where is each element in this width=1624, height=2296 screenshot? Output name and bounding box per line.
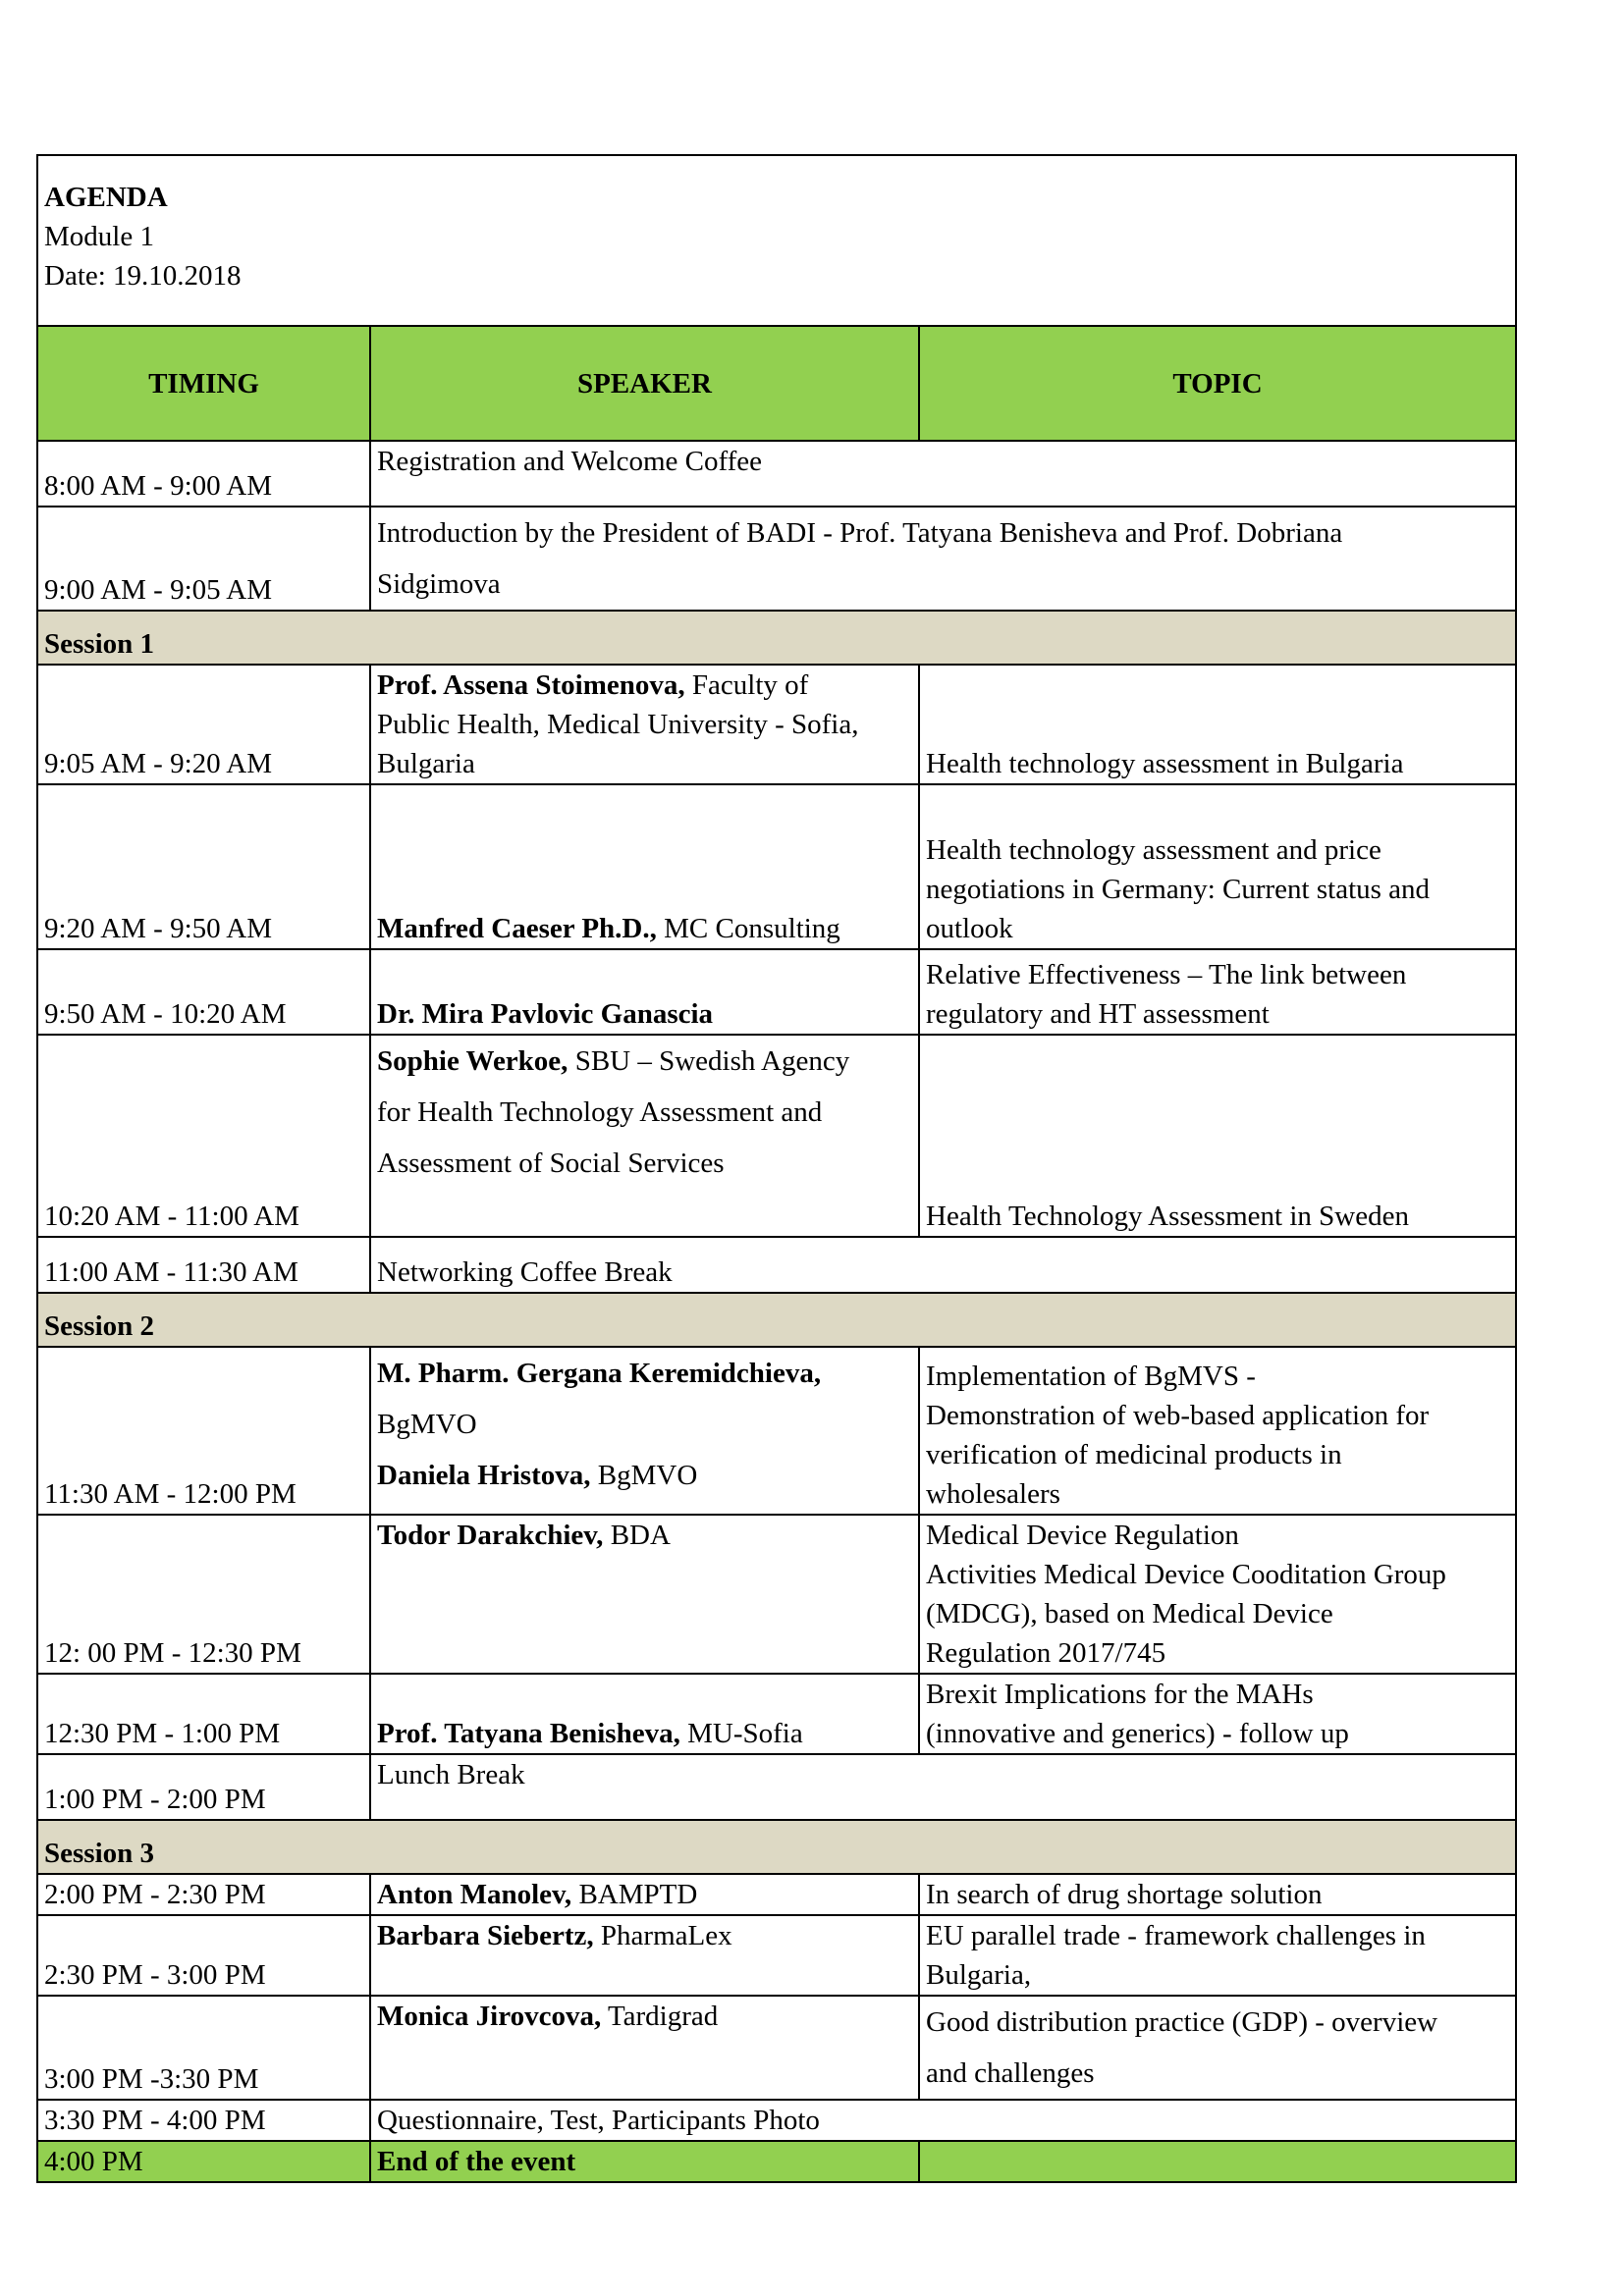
agenda-header-row (37, 155, 1516, 326)
row-time: 10:20 AM - 11:00 AM (37, 1035, 370, 1237)
topic-line: Bulgaria, (926, 1959, 1032, 1991)
topic-line: verification of medicinal products in (926, 1439, 1342, 1470)
col-header-timing: TIMING (37, 326, 370, 441)
agenda-header (37, 155, 1516, 326)
table-row (37, 1915, 1516, 1996)
row-time: 12:30 PM - 1:00 PM (37, 1674, 370, 1754)
activity-line: Introduction by the President of BADI - Prof. Tatyana Benisheva and Prof. Dobriana (377, 517, 1343, 549)
row-time: 11:30 AM - 12:00 PM (37, 1347, 370, 1515)
table-row (37, 1754, 1516, 1820)
row-topic-empty (919, 2141, 1516, 2182)
row-time: 9:05 AM - 9:20 AM (37, 665, 370, 784)
activity-line: Sidgimova (377, 568, 501, 600)
row-topic (919, 949, 1516, 1035)
topic-line: (MDCG), based on Medical Device (926, 1598, 1333, 1629)
table-row (37, 1515, 1516, 1674)
row-topic (919, 784, 1516, 949)
row-activity: Networking Coffee Break (370, 1237, 1516, 1293)
speaker-affiliation: BDA (603, 1520, 671, 1551)
session-row (37, 1293, 1516, 1347)
row-activity: Registration and Welcome Coffee (370, 441, 1516, 507)
row-time: 9:50 AM - 10:20 AM (37, 949, 370, 1035)
row-time: 3:00 PM -3:30 PM (37, 1996, 370, 2100)
speaker-affiliation: BgMVO (590, 1460, 698, 1491)
speaker-affiliation: Faculty of (684, 669, 809, 701)
speaker-name: Monica Jirovcova, (377, 2001, 602, 2032)
speaker-name: Anton Manolev, (377, 1879, 572, 1910)
topic-line: EU parallel trade - framework challenges in (926, 1920, 1426, 1951)
row-speaker (370, 665, 919, 784)
speaker-affiliation: BAMPTD (571, 1879, 698, 1910)
session-label: Session 1 (37, 611, 1516, 665)
speaker-name: Manfred Caeser Ph.D., (377, 913, 657, 944)
row-time: 1:00 PM - 2:00 PM (37, 1754, 370, 1820)
topic-line: and challenges (926, 2057, 1095, 2089)
row-speaker (370, 1347, 919, 1515)
row-topic (919, 1674, 1516, 1754)
row-topic (919, 1515, 1516, 1674)
topic-line: wholesalers (926, 1478, 1060, 1510)
speaker-name: Todor Darakchiev, (377, 1520, 604, 1551)
col-header-speaker: SPEAKER (370, 326, 919, 441)
speaker-affiliation: SBU – Swedish Agency (568, 1045, 850, 1077)
table-row (37, 441, 1516, 507)
speaker-affiliation: Tardigrad (601, 2001, 719, 2032)
table-row (37, 2100, 1516, 2141)
date-label: Date: 19.10.2018 (44, 260, 242, 292)
row-time: 8:00 AM - 9:00 AM (37, 441, 370, 507)
row-speaker: Dr. Mira Pavlovic Ganascia (370, 949, 919, 1035)
topic-line: Implementation of BgMVS - (926, 1361, 1256, 1392)
row-time: 9:20 AM - 9:50 AM (37, 784, 370, 949)
row-topic: Health technology assessment in Bulgaria (919, 665, 1516, 784)
row-speaker (370, 1674, 919, 1754)
topic-line: Good distribution practice (GDP) - overview (926, 2006, 1438, 2038)
row-time: 2:00 PM - 2:30 PM (37, 1874, 370, 1915)
row-topic: Health Technology Assessment in Sweden (919, 1035, 1516, 1237)
topic-line: Medical Device Regulation (926, 1520, 1239, 1551)
table-row (37, 1237, 1516, 1293)
session-row (37, 611, 1516, 665)
agenda-title: AGENDA (44, 182, 168, 213)
speaker-name: Sophie Werkoe, (377, 1045, 568, 1077)
speaker-affiliation: BgMVO (377, 1409, 477, 1440)
topic-line: Regulation 2017/745 (926, 1637, 1166, 1669)
session-row (37, 1820, 1516, 1874)
module-label: Module 1 (44, 221, 154, 252)
session-label: Session 3 (37, 1820, 1516, 1874)
topic-line: regulatory and HT assessment (926, 998, 1270, 1030)
table-row (37, 1347, 1516, 1515)
row-time: 9:00 AM - 9:05 AM (37, 507, 370, 611)
speaker-affiliation: MC Consulting (656, 913, 840, 944)
row-speaker (370, 1874, 919, 1915)
speaker-name: Daniela Hristova, (377, 1460, 591, 1491)
table-row (37, 949, 1516, 1035)
topic-line: Brexit Implications for the MAHs (926, 1679, 1314, 1710)
row-speaker (370, 784, 919, 949)
row-topic (919, 1915, 1516, 1996)
topic-line: Demonstration of web-based application for (926, 1400, 1430, 1431)
table-row (37, 1996, 1516, 2100)
speaker-affiliation: for Health Technology Assessment and (377, 1096, 823, 1128)
table-row (37, 1674, 1516, 1754)
table-row (37, 1874, 1516, 1915)
row-topic: In search of drug shortage solution (919, 1874, 1516, 1915)
table-row (37, 507, 1516, 611)
row-time: 12: 00 PM - 12:30 PM (37, 1515, 370, 1674)
agenda-table (36, 154, 1517, 2183)
row-speaker (370, 1515, 919, 1674)
row-topic (919, 1347, 1516, 1515)
row-speaker (370, 1996, 919, 2100)
speaker-affiliation: PharmaLex (593, 1920, 732, 1951)
topic-line: negotiations in Germany: Current status and (926, 874, 1431, 905)
row-activity: Lunch Break (370, 1754, 1516, 1820)
row-activity: Questionnaire, Test, Participants Photo (370, 2100, 1516, 2141)
speaker-name: Barbara Siebertz, (377, 1920, 594, 1951)
end-row (37, 2141, 1516, 2182)
session-label: Session 2 (37, 1293, 1516, 1347)
topic-line: (innovative and generics) - follow up (926, 1718, 1349, 1749)
row-topic (919, 1996, 1516, 2100)
column-header-row (37, 326, 1516, 441)
speaker-affiliation: MU-Sofia (679, 1718, 803, 1749)
topic-line: Health technology assessment and price (926, 834, 1381, 866)
speaker-name: M. Pharm. Gergana Keremidchieva, (377, 1358, 822, 1389)
row-activity (370, 507, 1516, 611)
speaker-name: Prof. Tatyana Benisheva, (377, 1718, 680, 1749)
table-row (37, 784, 1516, 949)
row-time: 11:00 AM - 11:30 AM (37, 1237, 370, 1293)
speaker-affiliation: Assessment of Social Services (377, 1148, 725, 1179)
row-speaker (370, 1915, 919, 1996)
col-header-topic: TOPIC (919, 326, 1516, 441)
row-time: 3:30 PM - 4:00 PM (37, 2100, 370, 2141)
row-speaker (370, 1035, 919, 1237)
topic-line: Relative Effectiveness – The link between (926, 959, 1407, 990)
speaker-affiliation: Bulgaria (377, 748, 475, 779)
speaker-affiliation: Public Health, Medical University - Sofia, (377, 709, 859, 740)
row-time: 4:00 PM (37, 2141, 370, 2182)
table-row (37, 665, 1516, 784)
row-activity: End of the event (370, 2141, 919, 2182)
row-time: 2:30 PM - 3:00 PM (37, 1915, 370, 1996)
topic-line: Activities Medical Device Cooditation Group (926, 1559, 1446, 1590)
table-row (37, 1035, 1516, 1237)
topic-line: outlook (926, 913, 1013, 944)
speaker-name: Prof. Assena Stoimenova, (377, 669, 685, 701)
